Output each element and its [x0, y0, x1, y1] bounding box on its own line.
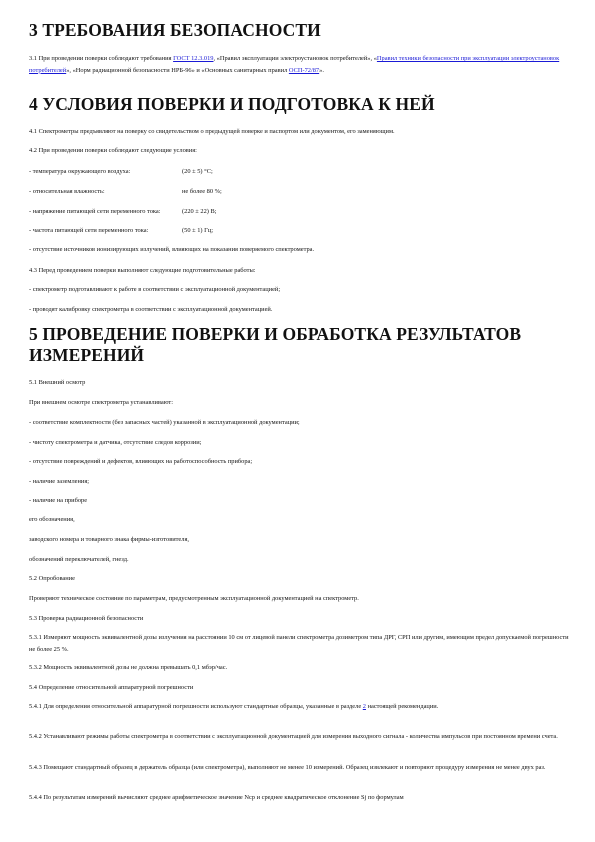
paragraph-5-4: 5.4 Определение относительной аппаратурной погрешности: [29, 684, 194, 691]
condition-label: - относительная влажность:: [29, 188, 105, 195]
paragraph-5-4-2: 5.4.2 Устанавливают режимы работы спектрометра в соответствии с эксплуатационной документацией для измерения выходного сигнала - количества импульсов при постоянном времени счета.: [29, 733, 558, 740]
paragraph-5-2-text: Проверяют техническое состояние по параметрам, предусмотренным эксплуатационной документацией на спектрометр.: [29, 595, 359, 602]
condition-value: (220 ± 22) В;: [182, 208, 217, 215]
paragraph-4-3: 4.3 Перед проведением поверки выполняют следующие подготовительные работы:: [29, 267, 256, 274]
condition-radiation: - отсутствие источников ионизирующих излучений, влияющих на показания поверяемого спектрометра.: [29, 246, 315, 253]
paragraph-4-1: 4.1 Спектрометры предъявляют на поверку со свидетельством о предыдущей поверке и паспортом или документом, его заменяющим.: [29, 128, 395, 135]
check-item: - наличие заземления;: [29, 478, 90, 485]
condition-label: - температура окружающего воздуха:: [29, 168, 131, 175]
paragraph-5-3-1: 5.3.1 Измеряют мощность эквивалентной дозы излучения на расстоянии 10 см от лицевой панели спектрометра дозиметром типа ДРГ, СРП или другим, имеющим предел допускаемой погрешности не более 25 %.: [29, 634, 569, 653]
text: », «Норм радиационной безопасности НРБ-96» и «Основных санитарных правил: [66, 66, 289, 74]
gost-link[interactable]: ГОСТ 12.3.019: [173, 55, 214, 62]
condition-value: (20 ± 5) °С;: [182, 168, 213, 175]
paragraph-5-1-intro: При внешнем осмотре спектрометра устанавливают:: [29, 399, 173, 406]
paragraph-5-4-3: 5.4.3 Помещают стандартный образец в держатель образца (или спектрометра), выполняют не менее 10 измерений. Образец извлекают и повторяют процедуру измерения не менее двух раз.: [29, 764, 546, 771]
check-item: - чистоту спектрометра и датчика, отсутствие следов коррозии;: [29, 439, 202, 446]
paragraph-5-4-4: 5.4.4 По результатам измерений вычисляют среднее арифметическое значение Nср и среднее квадратическое отклонение Sj по формулам: [29, 794, 404, 801]
paragraph-5-1: 5.1 Внешний осмотр: [29, 379, 86, 386]
text: настоящей рекомендации.: [365, 703, 439, 710]
condition-frequency: [29, 225, 569, 237]
condition-voltage: [29, 206, 569, 218]
paragraph-5-2: 5.2 Опробование: [29, 575, 75, 582]
text: 3.1 При проведении поверки соблюдают требования: [29, 55, 174, 62]
text: ».: [319, 66, 324, 74]
safety-rules-link[interactable]: Правил техники безопасности при эксплуатации электроустановок потребителей: [29, 55, 560, 74]
condition-value: не более 80 %;: [182, 188, 222, 195]
check-item: обозначений переключателей, гнезд.: [29, 556, 129, 563]
section-4-heading: 4 УСЛОВИЯ ПОВЕРКИ И ПОДГОТОВКА К НЕЙ: [29, 94, 435, 114]
section-2-link[interactable]: 2: [362, 703, 366, 710]
paragraph-3-1: [29, 53, 569, 76]
osp-link[interactable]: ОСП-72/87: [288, 66, 320, 74]
text: , «Правил эксплуатации электроустановок потребителей», «: [213, 55, 377, 62]
condition-humidity: [29, 186, 569, 198]
check-item: - соответствие комплектности (без запасных частей) указанной в эксплуатационной документации;: [29, 419, 300, 426]
check-item: заводского номера и товарного знака фирмы-изготовителя,: [29, 536, 189, 543]
condition-label: - напряжение питающей сети переменного тока:: [29, 208, 161, 215]
paragraph-4-2: 4.2 При проведении поверки соблюдают следующие условия:: [29, 147, 197, 154]
paragraph-5-3-2: 5.3.2 Мощность эквивалентной дозы не должна превышать 0,1 мбэр/час.: [29, 664, 228, 671]
condition-value: (50 ± 1) Гц;: [182, 227, 214, 234]
section-5-heading: 5 ПРОВЕДЕНИЕ ПОВЕРКИ И ОБРАБОТКА РЕЗУЛЬТАТОВ ИЗМЕРЕНИЙ: [29, 324, 522, 365]
prep-step-1: - спектрометр подготавливают к работе в соответствии с эксплуатационной документацией;: [29, 286, 281, 293]
condition-temperature: [29, 166, 569, 178]
text: 5.4.1 Для определения относительной аппаратурной погрешности используют стандартные образцы, указанные в разделе: [29, 703, 363, 710]
prep-step-2: - проводят калибровку спектрометра в соответствии с эксплуатационной документацией.: [29, 306, 273, 313]
check-item: его обозначения,: [29, 516, 75, 523]
paragraph-5-3: 5.3 Проверка радиационной безопасности: [29, 615, 144, 622]
check-item: - отсутствие повреждений и дефектов, влияющих на работоспособность прибора;: [29, 458, 253, 465]
condition-label: - частота питающей сети переменного тока:: [29, 227, 149, 234]
section-3-heading: 3 ТРЕБОВАНИЯ БЕЗОПАСНОСТИ: [29, 20, 321, 40]
check-item: - наличие на приборе: [29, 497, 88, 504]
paragraph-5-4-1: [29, 701, 569, 713]
